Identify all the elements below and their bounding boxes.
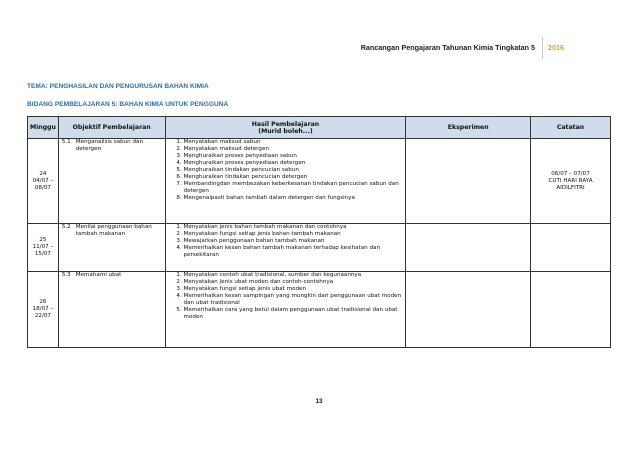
table-header-row — [28, 117, 611, 139]
col-catatan: Catatan — [531, 117, 611, 139]
table-row — [28, 272, 611, 348]
week-cell — [28, 224, 59, 272]
note-cell — [531, 139, 611, 224]
outcome-item: 1. Menyatakan jenis bahan tambah makanan dan contohnya — [184, 224, 406, 231]
page-header — [0, 43, 638, 57]
outcome-item: 4. Menghuraikan proses penyediaan detergen — [184, 160, 406, 167]
week-date: 18/07 – — [32, 306, 54, 312]
week-number: 24 — [39, 170, 47, 177]
experiment-cell — [406, 139, 531, 224]
col-hasil — [165, 117, 406, 139]
week-cell — [28, 272, 59, 348]
learning-outcomes-cell — [165, 272, 406, 348]
objective-text: Menilai penggunaan bahan tambah makanan — [74, 224, 165, 272]
learning-area-heading: BIDANG PEMBELAJARAN 5: BAHAN KIMIA UNTUK PENGGUNA — [27, 101, 229, 108]
experiment-cell — [406, 224, 531, 272]
objective-number: 5.3 — [58, 272, 73, 348]
note-cell — [531, 224, 611, 272]
document-year: 2016 — [548, 43, 564, 52]
table-row — [28, 139, 611, 224]
outcome-item: 8. Mengenalpasti bahan tambah dalam detergen dan fungsinya — [184, 195, 406, 202]
outcome-item: 4. Memerihalkan kesan bahan tambah makanan terhadap kesihatan dan persekitaran — [184, 245, 406, 259]
outcome-item: 4. Memerihalkan kesan sampingan yang mungkin dari penggunaan ubat moden dan ubat tradisional — [184, 293, 406, 307]
table-row — [28, 224, 611, 272]
outcome-item: 5. Memerihalkan cara yang betul dalam penggunaan ubat tradisional dan ubat moden — [184, 307, 406, 321]
col-objektif: Objektif Pembelajaran — [58, 117, 165, 139]
note-line: AIDILFITRI — [556, 184, 585, 191]
lesson-plan-table — [27, 116, 611, 348]
outcome-item: 2. Menyatakan fungsi setiap jenis bahan tambah makanan — [184, 231, 406, 238]
outcome-list — [170, 272, 406, 321]
objective-number: 5.1 — [58, 139, 73, 224]
week-cell — [28, 139, 59, 224]
outcome-list — [170, 139, 406, 202]
note-line: CUTI HARI RAYA — [548, 177, 593, 184]
week-number: 26 — [39, 299, 47, 305]
col-eksperimen: Eksperimen — [406, 117, 531, 139]
outcome-list — [170, 224, 406, 259]
note-cell — [531, 272, 611, 348]
learning-outcomes-cell — [165, 224, 406, 272]
outcome-item: 3. Menyatakan fungsi setiap jenis ubat moden — [184, 286, 406, 293]
objective-number: 5.2 — [58, 224, 73, 272]
theme-heading: TEMA: PENGHASILAN DAN PENGURUSAN BAHAN KIMIA — [27, 83, 209, 90]
outcome-item: 1. Menyatakan contoh ubat tradisional, sumber dan kegunaannya — [184, 272, 406, 279]
outcome-item: 5. Menghuraikan tindakan pencucian sabun — [184, 167, 406, 174]
experiment-cell — [406, 272, 531, 348]
outcome-item: 3. Menghuraikan proses penyediaan sabun — [184, 153, 406, 160]
col-hasil-title: Hasil Pembelajaran — [251, 120, 320, 128]
note-line: 06/07 – 07/07 — [551, 170, 590, 177]
week-date: 15/07 — [34, 251, 51, 257]
outcome-item: 2. Menyatakan maksud detergen — [184, 146, 406, 153]
document-title: Rancangan Pengajaran Tahunan Kimia Tingkatan 5 — [360, 43, 535, 52]
col-hasil-subtitle: (Murid boleh...) — [258, 127, 313, 135]
outcome-item: 1. Menyatakan maksud sabun — [184, 139, 406, 146]
objective-text: Memahami ubat — [74, 272, 165, 348]
col-minggu: Minggu — [28, 117, 59, 139]
outcome-item: 2. Menyatakan jenis ubat moden dan contoh-contohnya — [184, 279, 406, 286]
week-date: 11/07 – — [32, 244, 54, 250]
outcome-item: 3. Mewajarkan penggunaan bahan tambah makanan — [184, 238, 406, 245]
week-number: 25 — [39, 237, 47, 243]
week-date: 08/07 — [34, 184, 51, 191]
page-number: 13 — [315, 398, 323, 405]
objective-text: Menganalisis sabun dan detergen — [74, 139, 165, 224]
outcome-item: 6. Menghuraikan tindakan pencucian detergen — [184, 174, 406, 181]
learning-outcomes-cell — [165, 139, 406, 224]
week-date: 04/07 – — [32, 177, 54, 184]
header-divider — [542, 37, 543, 59]
week-date: 22/07 — [34, 313, 51, 319]
outcome-item: 7. Membandingdan membezakan keberkesanan tindakan pencucian sabun dan detergen — [184, 181, 406, 195]
